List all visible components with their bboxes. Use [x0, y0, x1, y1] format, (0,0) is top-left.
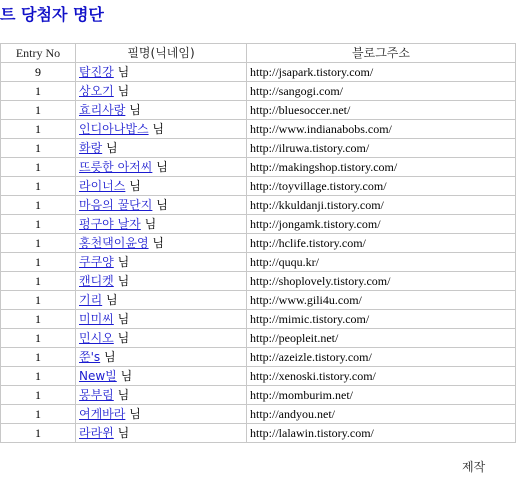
nickname-cell	[76, 348, 247, 367]
table-row	[1, 196, 516, 215]
table-row	[1, 215, 516, 234]
honorific-label: 님	[152, 122, 164, 136]
blog-url: http://toyvillage.tistory.com/	[247, 177, 516, 196]
honorific-label: 님	[156, 160, 168, 174]
honorific-label: 님	[117, 255, 130, 269]
blog-url: http://makingshop.tistory.com/	[247, 158, 516, 177]
honorific-label: 님	[129, 103, 141, 117]
nickname-link[interactable]: 홍천댁이윤영	[79, 236, 149, 250]
nickname-cell	[76, 329, 247, 348]
entry-count: 1	[1, 367, 76, 386]
entry-count: 1	[1, 348, 76, 367]
blog-url: http://andyou.net/	[247, 405, 516, 424]
nickname-link[interactable]: 여게바라	[79, 407, 126, 421]
table-row	[1, 253, 516, 272]
honorific-label: 님	[117, 388, 130, 402]
honorific-label: 님	[129, 179, 141, 193]
blog-url: http://kkuldanji.tistory.com/	[247, 196, 516, 215]
nickname-cell	[76, 234, 247, 253]
nickname-cell	[76, 196, 247, 215]
honorific-label: 님	[103, 350, 116, 364]
entry-count: 1	[1, 310, 76, 329]
honorific-label: 님	[117, 331, 130, 345]
nickname-cell	[76, 139, 247, 158]
nickname-link[interactable]: 마음의 꿀단지	[79, 198, 153, 212]
nickname-cell	[76, 82, 247, 101]
blog-url: http://shoplovely.tistory.com/	[247, 272, 516, 291]
blog-url: http://www.indianabobs.com/	[247, 120, 516, 139]
honorific-label: 님	[106, 141, 118, 155]
table-row	[1, 234, 516, 253]
nickname-link[interactable]: 미미씨	[79, 312, 114, 326]
blog-url: http://hclife.tistory.com/	[247, 234, 516, 253]
entry-count: 1	[1, 82, 76, 101]
nickname-link[interactable]: 효리사랑	[79, 103, 126, 117]
table-row	[1, 101, 516, 120]
nickname-cell	[76, 367, 247, 386]
table-row	[1, 120, 516, 139]
honorific-label: 님	[156, 198, 168, 212]
blog-url: http://lalawin.tistory.com/	[247, 424, 516, 443]
nickname-cell	[76, 291, 247, 310]
page-title: 트 당첨자 명단	[0, 5, 104, 24]
table-row	[1, 310, 516, 329]
nickname-cell	[76, 120, 247, 139]
blog-url: http://momburim.net/	[247, 386, 516, 405]
table-row	[1, 367, 516, 386]
table-row	[1, 405, 516, 424]
nickname-cell	[76, 310, 247, 329]
honorific-label: 님	[117, 84, 130, 98]
table-row	[1, 63, 516, 82]
column-header-entry: Entry No	[1, 44, 76, 63]
entry-count: 1	[1, 386, 76, 405]
nickname-cell	[76, 386, 247, 405]
nickname-link[interactable]: 뜨릇한 아저씨	[79, 160, 153, 174]
entry-count: 1	[1, 120, 76, 139]
column-header-blog: 블로그주소	[247, 44, 516, 63]
nickname-link[interactable]: 라라윈	[79, 426, 114, 440]
table-row	[1, 329, 516, 348]
nickname-cell	[76, 253, 247, 272]
entry-count: 1	[1, 177, 76, 196]
entry-count: 1	[1, 329, 76, 348]
honorific-label: 님	[117, 426, 130, 440]
footer-text: 제작	[462, 460, 486, 474]
honorific-label: 님	[106, 293, 118, 307]
honorific-label: 님	[152, 236, 164, 250]
honorific-label: 님	[120, 369, 133, 383]
entry-count: 1	[1, 253, 76, 272]
blog-url: http://azeizle.tistory.com/	[247, 348, 516, 367]
honorific-label: 님	[117, 274, 130, 288]
entry-count: 1	[1, 158, 76, 177]
entry-count: 1	[1, 139, 76, 158]
nickname-cell	[76, 424, 247, 443]
winners-table	[0, 43, 516, 443]
nickname-link[interactable]: New빌	[79, 369, 117, 383]
blog-url: http://bluesoccer.net/	[247, 101, 516, 120]
honorific-label: 님	[144, 217, 157, 231]
nickname-link[interactable]: 인디아나밥스	[79, 122, 149, 136]
table-row	[1, 348, 516, 367]
nickname-link[interactable]: 펑구야 날자	[79, 217, 141, 231]
blog-url: http://ilruwa.tistory.com/	[247, 139, 516, 158]
table-row	[1, 139, 516, 158]
entry-count: 1	[1, 234, 76, 253]
nickname-link[interactable]: 몽부림	[79, 388, 114, 402]
table-row	[1, 177, 516, 196]
blog-url: http://sangogi.com/	[247, 82, 516, 101]
nickname-cell	[76, 158, 247, 177]
table-header-row	[1, 44, 516, 63]
honorific-label: 님	[117, 65, 130, 79]
blog-url: http://jongamk.tistory.com/	[247, 215, 516, 234]
blog-url: http://www.gili4u.com/	[247, 291, 516, 310]
table-row	[1, 291, 516, 310]
nickname-link[interactable]: 기리	[79, 293, 103, 307]
nickname-cell	[76, 405, 247, 424]
column-header-nickname: 필명(닉네임)	[76, 44, 247, 63]
blog-url: http://peopleit.net/	[247, 329, 516, 348]
nickname-link[interactable]: 화랑	[79, 141, 103, 155]
entry-count: 1	[1, 101, 76, 120]
nickname-cell	[76, 101, 247, 120]
entry-count: 1	[1, 215, 76, 234]
nickname-link[interactable]: 쿠쿠양	[79, 255, 114, 269]
blog-url: http://jsapark.tistory.com/	[247, 63, 516, 82]
entry-count: 1	[1, 291, 76, 310]
nickname-link[interactable]: 캔디켓	[79, 274, 114, 288]
table-row	[1, 272, 516, 291]
honorific-label: 님	[117, 312, 130, 326]
table-row	[1, 386, 516, 405]
nickname-link[interactable]: 민시오	[79, 331, 114, 345]
table-row	[1, 82, 516, 101]
nickname-cell	[76, 215, 247, 234]
table-row	[1, 158, 516, 177]
table-row	[1, 424, 516, 443]
entry-count: 1	[1, 405, 76, 424]
entry-count: 1	[1, 196, 76, 215]
blog-url: http://ququ.kr/	[247, 253, 516, 272]
nickname-link[interactable]: 상오기	[79, 84, 114, 98]
entry-count: 9	[1, 63, 76, 82]
blog-url: http://mimic.tistory.com/	[247, 310, 516, 329]
nickname-cell	[76, 177, 247, 196]
nickname-cell	[76, 272, 247, 291]
entry-count: 1	[1, 424, 76, 443]
entry-count: 1	[1, 272, 76, 291]
table-body	[1, 63, 516, 443]
nickname-link[interactable]: 쭌's	[79, 350, 101, 364]
blog-url: http://xenoski.tistory.com/	[247, 367, 516, 386]
nickname-cell	[76, 63, 247, 82]
nickname-link[interactable]: 탐진강	[79, 65, 114, 79]
honorific-label: 님	[129, 407, 141, 421]
nickname-link[interactable]: 라이너스	[79, 179, 126, 193]
